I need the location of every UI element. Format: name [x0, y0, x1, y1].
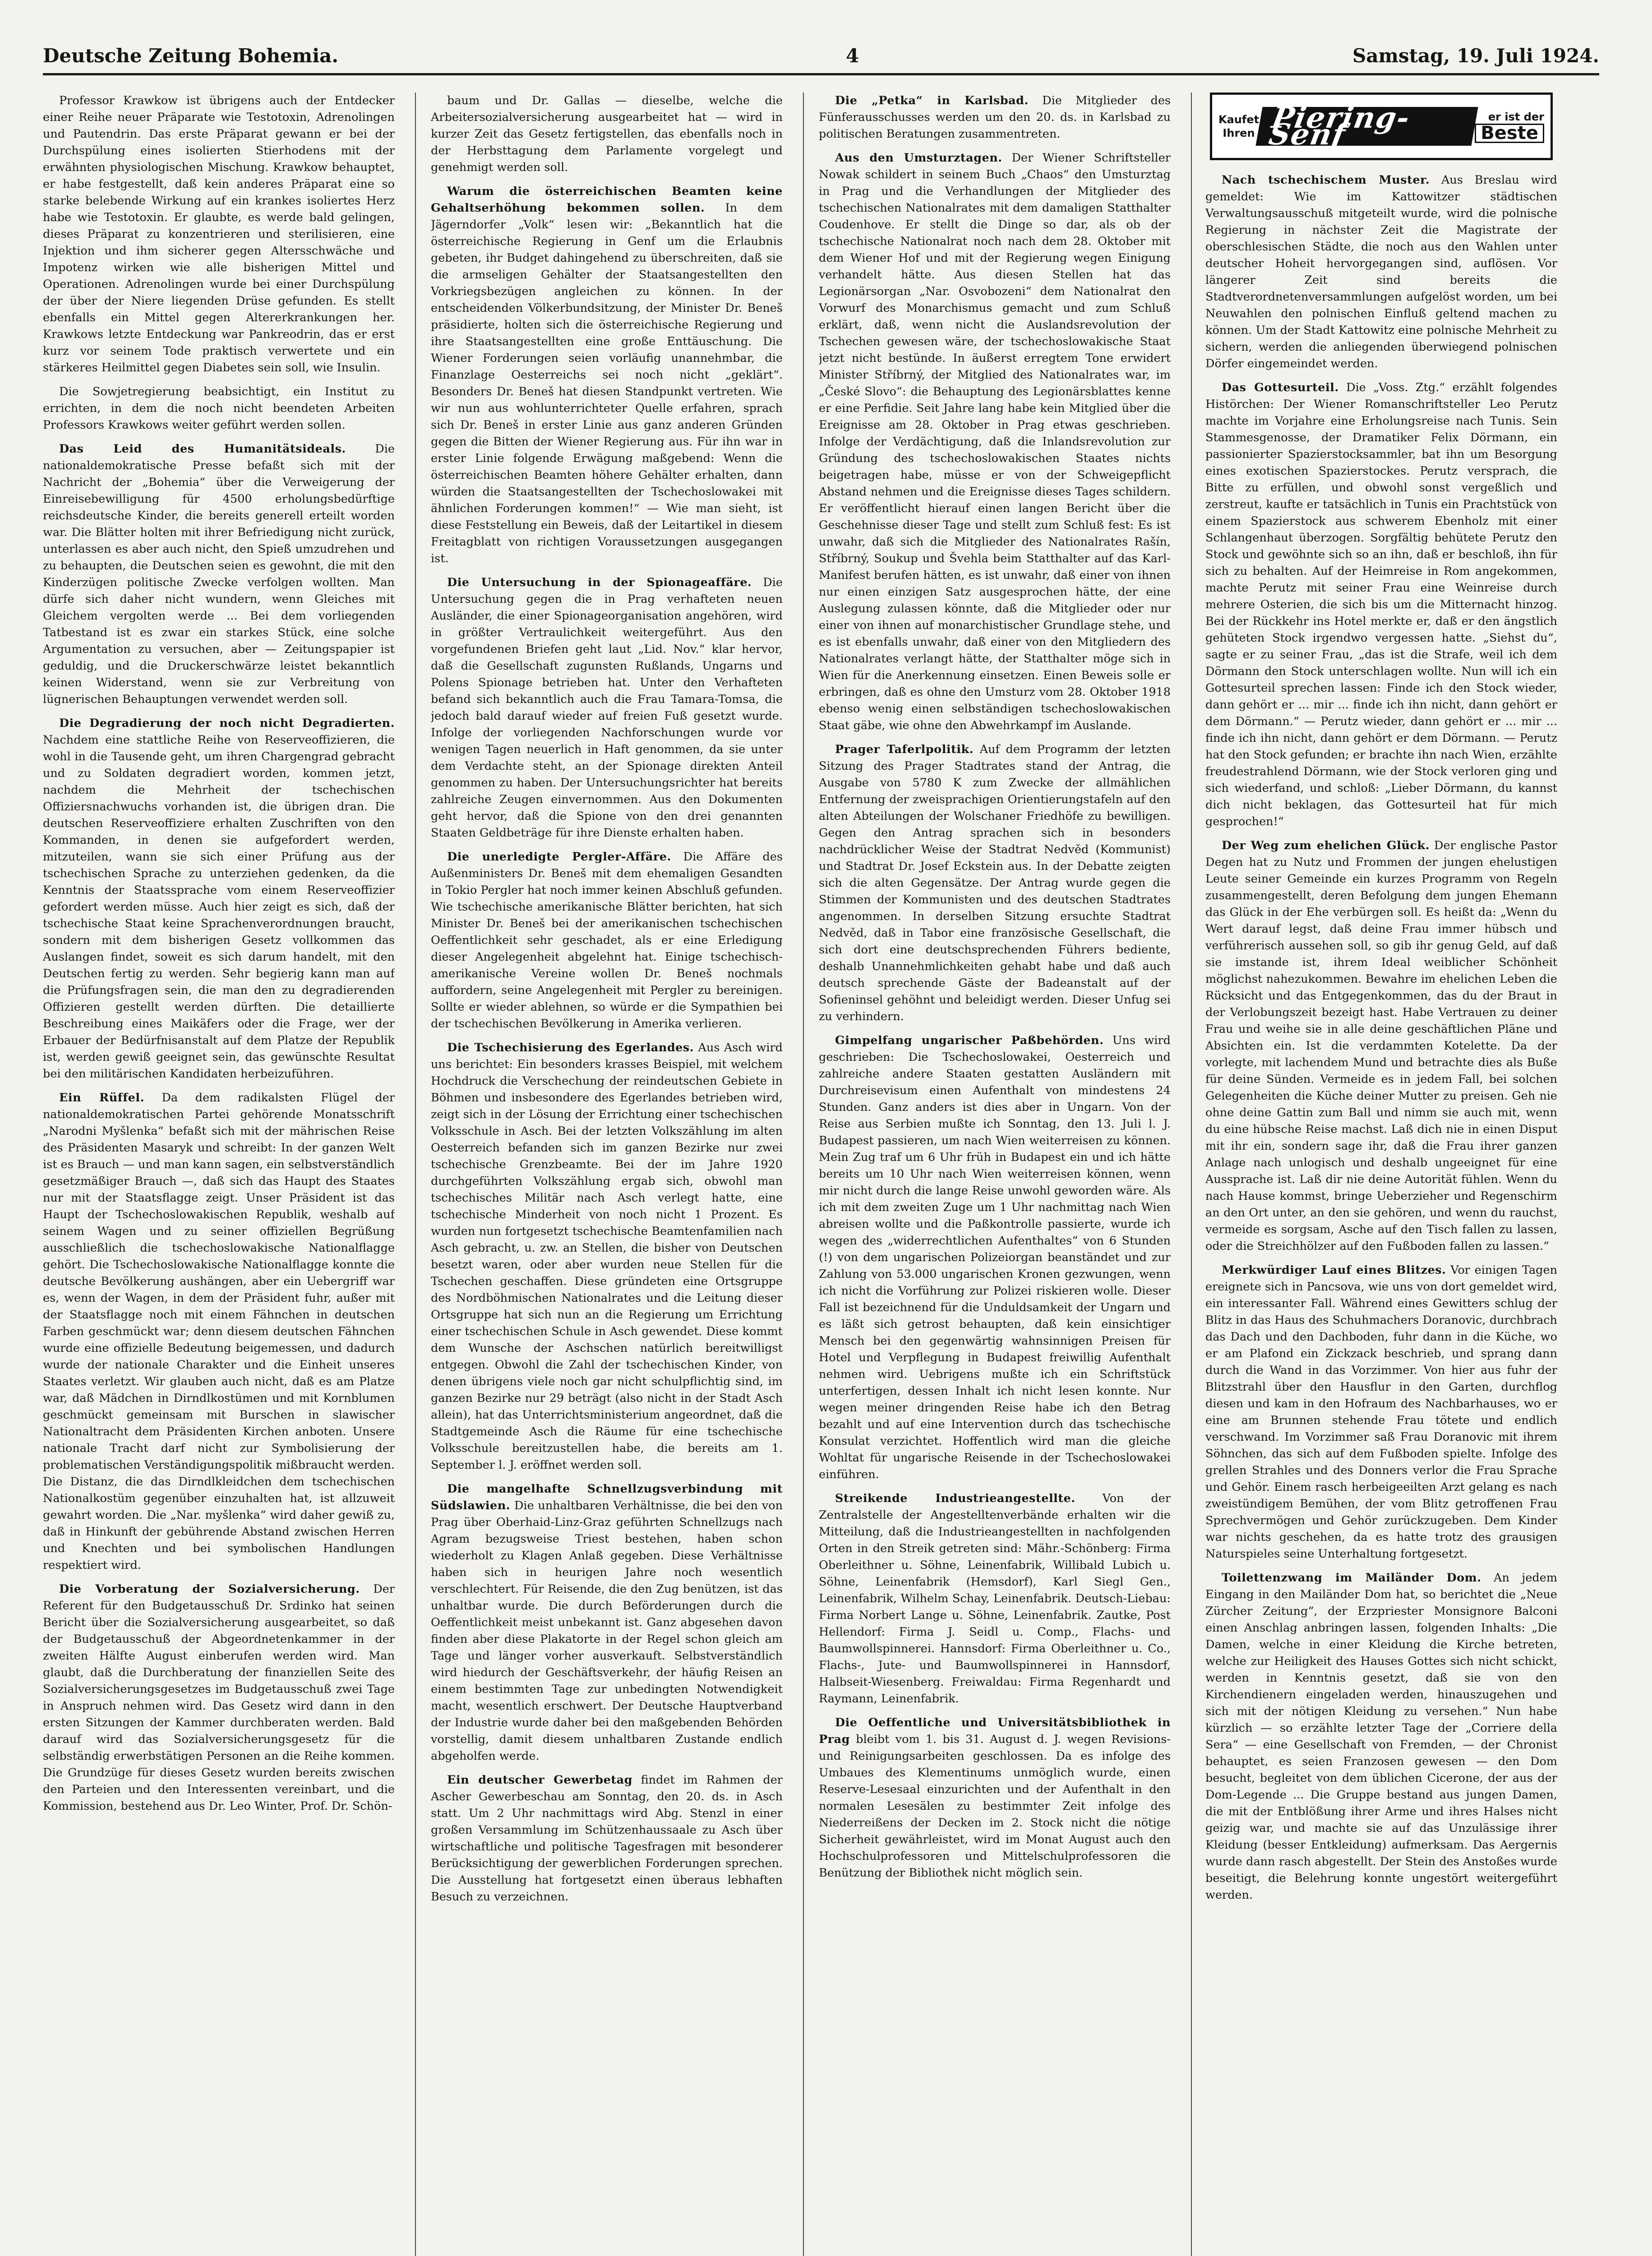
article-text: Die „Voss. Ztg.“ erzählt folgendes Histörchen: Der Wiener Romanschriftsteller Leo Perutz machte im Vorjahre eine Erholungsreise nach Tunis. Sein Stammesgenosse, der Dramatiker Felix Dörmann, ein passionierter Spazierstocksammler, bat ihn um Besorgung eines exotischen Spazierstockes. Perutz versprach, die Bitte zu erfüllen, und obwohl sonst vergeßlich und zerstreut, kaufte er tatsächlich in Tunis ein Prachtstück von einem Spazierstock aus schwerem Ebenholz mit einer Schlangenhaut überzogen. Sorgfältig behütete Perutz den Stock und gewöhnte sich so an ihn, daß er beschloß, ihn für sich zu behalten. Auf der Heimreise in Rom angekommen, machte Perutz mit seiner Frau eine Weinreise durch mehrere Osterien, die sich bis um die Mitternacht hinzog. Bei der Rückkehr ins Hotel merkte er, daß er den ängstlich gehüteten Stock irgendwo vergessen hatte. „Siehst du“, sagte er zu seiner Frau, „das ist die Strafe, weil ich dem Dörmann den Stock unterschlagen wollte. Nun will ich ein Gottesurteil sprechen lassen: Finde ich den Stock wieder, dann gehört er ... mir ... finde ich ihn nicht, dann gehört er dem Dörmann.“ — Perutz wieder, dann gehört er ... mir ... finde ich ihn nicht, dann gehört er dem Dörmann. — Perutz hat den Stock gefunden; er brachte ihn nach Wien, erzählte freudestrahlend Dörmann, wie der Stock verloren ging und sich wiederfand, und schloß: „Lieber Dörmann, du kannst dich nicht beklagen, das Gottesurteil hat für mich gesprochen!“	[1205, 381, 1557, 828]
article-text: Auf dem Programm der letzten Sitzung des Prager Stadtrates stand der Antrag, die Ausgabe von 5780 K zum Zwecke der allmählichen Entfernung der zweisprachigen Orientierungstafeln auf den alten Abteilungen der Wolschaner Friedhöfe zu bewilligen. Gegen den Antrag sprachen sich in besonders nachdrücklicher Weise der Stadtrat Nedvěd (Kommunist) und Stadtrat Dr. Josef Eckstein aus. In der Debatte zeigten sich die alten Gegensätze. Der Antrag wurde gegen die Stimmen der Kommunisten und des deutschen Stadtrates angenommen. In derselben Sitzung ersuchte Stadtrat Nedvěd, daß in Tabor eine französische Gesellschaft, die sich dort eine deutschsprechenden Führers bediente, deshalb Unannehmlichkeiten gehabt habe und daß auch deutsch sprechende Gäste der Badeanstalt auf der Sofieninsel gehöhnt und beleidigt werden. Dieser Unfug sei zu verhindern.	[819, 743, 1171, 1023]
article	[431, 574, 783, 841]
article-body	[819, 1715, 1171, 1882]
article	[1205, 172, 1557, 372]
column-divider	[415, 92, 416, 2256]
article-body	[1205, 172, 1557, 372]
article-heading: Streikende Industrieangestellte.	[835, 1492, 1075, 1505]
article-text: Die Sowjetregierung beabsichtigt, ein Institut zu errichten, in dem die noch nicht beendeten Arbeiten Professors Krawkows weiter geführt werden sollen.	[43, 385, 395, 432]
article-text: Aus Breslau wird gemeldet: Wie im Kattowitzer städtischen Verwaltungsausschuß mitgeteilt wurde, wird die polnische Regierung in nächster Zeit die Magistrate der oberschlesischen Städte, die noch aus den Wahlen unter deutscher Hoheit hervorgegangen sind, auflösen. Vor längerer Zeit sind bereits die Stadtverordnetenversammlungen aufgelöst worden, um bei Neuwahlen den polnischen Einfluß geltend machen zu können. Um der Stadt Kattowitz eine polnische Mehrheit zu sichern, werden die anliegenden überwiegend polnischen Dörfer eingemeindet werden.	[1205, 173, 1557, 370]
header-rule	[43, 73, 1599, 75]
ad-kaufet: Kaufet	[1218, 113, 1260, 126]
article-text: Die unhaltbaren Verhältnisse, die bei den von Prag über Oberhaid-Linz-Graz geführten Schnellzugs nach Agram bezugsweise Triest bestehen, haben schon wiederholt zu Klagen Anlaß gegeben. Diese Verhältnisse haben sich in heurigen Jahre noch wesentlich verschlechtert. Für Reisende, die den Zug benützen, ist das unhaltbar wurde. Die durch Beförderungen durch die Oeffentlichkeit meist unbekannt ist. Ganz abgesehen davon finden aber diese Plakatorte in der Regel schon gleich am Tage und länger vorher ausverkauft. Selbstverständlich wird hiedurch der Geschäftsverkehr, der häufig Reisen an einem bestimmten Tage zur unbedingten Notwendigkeit macht, wesentlich erschwert. Der Deutsche Hauptverband der Industrie wurde daher bei den maßgebenden Behörden vorstellig, damit diesem unhaltbaren Zustande endlich abgeholfen werde.	[431, 1499, 783, 1763]
issue-date: Samstag, 19. Juli 1924.	[1352, 45, 1599, 67]
article-body	[431, 1481, 783, 1765]
article-text: In dem Jägerndorfer „Volk“ lesen wir: „Bekanntlich hat die österreichische Regierung in Genf um die Erlaubnis gebeten, ihr Budget dahingehend zu überschreiten, daß sie die armseligen Gehälter der Staatsangestellten den Vorkriegsbezügen angleichen zu können. In der entscheidenden Völkerbundsitzung, der Minister Dr. Beneš präsidierte, holten sich die österreichische Regierung und ihre Staatsangestellten eine große Enttäuschung. Die Wiener Forderungen seien vorläufig unannehmbar, die Finanzlage Oesterreichs sei noch nicht „geklärt“. Besonders Dr. Beneš hat diesen Standpunkt vertreten. Wie wir nun aus wohlunterrichteter Quelle erfahren, sprach sich Dr. Beneš in erster Linie aus ganz anderen Gründen gegen die Bitten der Wiener Regierung aus. Für ihn war in erster Linie folgende Erwägung maßgebend: Wenn die österreichischen Beamten höhere Gehälter erhalten, dann würden die Staatsangestellten der Tschechoslowakei mit ähnlichen Forderungen kommen!“ — Wie man sieht, ist diese Feststellung ein Beweis, daß der Leitartikel in diesem Freitagblatt von richtigen Voraussetzungen ausgegangen ist.	[431, 201, 783, 565]
article-body	[819, 92, 1171, 143]
article-text: bleibt vom 1. bis 31. August d. J. wegen Revisions- und Reinigungsarbeiten geschlossen. Da es infolge des Umbaues des Klementinums unmöglich wurde, einen Reserve-Lesesaal einzurichten und der Aufenthalt in den normalen Lesesälen zu bestimmter Zeit infolge des Niederreißens der Decken im 2. Stock nicht die nötige Sicherheit gewährleistet, wird im Monat August auch den Hochschulprofessoren und Mittelschulprofessoren die Benützung der Bibliothek nicht möglich sein.	[819, 1733, 1171, 1880]
article	[431, 1040, 783, 1474]
article-text: Die Mitglieder des Fünferausschusses werden um den 20. ds. in Karlsbad zu politischen Beratungen zusammentreten.	[819, 94, 1171, 141]
article	[43, 1581, 395, 1815]
masthead	[43, 35, 1599, 67]
article-text: Der englische Pastor Degen hat zu Nutz und Frommen der jungen ehelustigen Leute seiner Gemeinde ein kurzes Programm von Regeln zusammengestellt, deren Befolgung dem jungen Ehemann das Glück in der Ehe verbürgen soll. Es heißt da: „Wenn du Wert darauf legst, daß deine Frau immer hübsch und verführerisch aussehen soll, so gib ihr genug Geld, auf daß sie imstande ist, ihrem Ideal weiblicher Schönheit möglichst nahezukommen. Bewahre im ehelichen Leben die Rücksicht und das Entgegenkommen, das du der Braut in der Verlobungszeit bezeigt hast. Habe Vertrauen zu deiner Frau und weihe sie in alle deine geschäftlichen Pläne und Absichten ein. Ist die verdammten Kotelette. Da der vorlegte, mit lachendem Mund und betrachte dies als Buße für deine Sünden. Vermeide es in jedem Fall, bei solchen Gelegenheiten die Küche deiner Mutter zu preisen. Geh nie ohne deine Gattin zum Ball und nimm sie auch mit, wenn du eine hübsche Reise machst. Laß dich nie in einen Disput mit ihr ein, sondern sage ihr, daß die Frau ihrer ganzen Anlage nach unlogisch und deshalb ungeeignet für eine Aussprache ist. Laß dir nie deine Autorität fühlen. Wenn du nach Hause kommst, bringe Ueberzieher und Regenschirm an den Ort unter, an den sie gehören, und wenn du rauchst, vermeide es sorgsam, Asche auf den Tisch fallen zu lassen, oder die Streichhölzer auf den Fußboden fallen zu lassen.“	[1205, 839, 1557, 1253]
article-body	[819, 1490, 1171, 1707]
article	[819, 1490, 1171, 1707]
column-4	[1205, 92, 1557, 2256]
article-heading: Nach tschechischem Muster.	[1222, 173, 1430, 187]
article	[819, 1715, 1171, 1882]
article-body	[431, 1040, 783, 1474]
article-body	[43, 1090, 395, 1574]
article-heading: Die „Petka“ in Karlsbad.	[835, 94, 1029, 107]
article-body	[431, 183, 783, 567]
article	[1205, 379, 1557, 830]
article-body	[431, 92, 783, 176]
article	[431, 183, 783, 567]
article-heading: Die Vorberatung der Sozialversicherung.	[59, 1582, 360, 1596]
article-body	[431, 849, 783, 1032]
article-text: Die Affäre des Außenministers Dr. Beneš mit dem ehemaligen Gesandten in Tokio Pergler hat noch immer keinen Abschluß gefunden. Wie tschechische amerikanische Blätter berichten, hat sich Minister Dr. Beneš bei der amerikanischen tschechischen Oeffentlichkeit sehr geschadet, als er eine Erledigung dieser Angelegenheit abgelehnt hat. Einige tschechisch-amerikanische Vereine wollen Dr. Beneš nochmals auffordern, seine Angelegenheit mit Pergler zu bereinigen. Sollte er wieder ablehnen, so würde er die Sympathien bei der tschechischen Bevölkerung in Amerika verlieren.	[431, 850, 783, 1031]
article	[43, 384, 395, 434]
article-heading: Das Leid des Humanitätsideals.	[59, 442, 346, 456]
article-text: Vor einigen Tagen ereignete sich in Pancsova, wie uns von dort gemeldet wird, ein interessanter Fall. Während eines Gewitters schlug der Blitz in das Haus des Schuhmachers Doranovic, durchbrach das Dach und den Dachboden, fuhr dann in die Küche, wo er am Plafond ein Zickzack beschrieb, und sprang dann durch die Wand in das Vorzimmer. Von hier aus fuhr der Blitzstrahl über den Hausflur in den Garten, durchflog diesen und kam in den Hofraum des Nachbarhauses, wo er eine am Brunnen stehende Frau tötete und endlich verschwand. Im Vorzimmer saß Frau Doranovic mit ihrem Söhnchen, das sich auf dem Fußboden spielte. Infolge des grellen Strahles und des Donners verlor die Frau Sprache und Gehör. Einem rasch herbeigeeilten Arzt gelang es nach zweistündigem Bemühen, der vom Blitz getroffenen Frau Sprechvermögen und Gehör zurückzugeben. Dem Kinder war nichts geschehen, da es hatte trotz des grausigen Naturspieles seine Unterhaltung fortgesetzt.	[1205, 1263, 1557, 1561]
ad-ihren: Ihren	[1223, 127, 1255, 139]
article-body	[819, 741, 1171, 1025]
article-text: Da dem radikalsten Flügel der nationaldemokratischen Partei gehörende Monatsschrift „Narodni Myšlenka“ befaßt sich mit der mährischen Reise des Präsidenten Masaryk und schreibt: In der ganzen Welt ist es Brauch — und man kann sagen, ein selbstverständlich gesetzmäßiger Brauch —, daß sich das Haupt des Staates nur mit der Staatsflagge zeigt. Unser Präsident ist das Haupt der Tschechoslowakischen Republik, weshalb auf seinem Wagen und zu seiner offiziellen Begrüßung ausschließlich die tschechoslowakische Nationalflagge gehört. Die Tschechoslowakische Nationalflagge konnte die deutsche Bevölkerung aushängen, aber ein Uebergriff war es, wenn der Wagen, in dem der Präsident fuhr, außer mit der Staatsflagge noch mit einem Fähnchen in deutschen Farben geschmückt war; denn diesem deutschen Fähnchen wurde eine offizielle Bedeutung beigemessen, und dadurch wurde der nationale Charakter und die Einheit unseres Staates verletzt. Wir glauben auch nicht, daß es am Platze war, daß Mädchen in Dirndlkostümen und mit Kornblumen geschmückt gemeinsam mit Burschen in slawischer Nationaltracht dem Präsidenten Kirchen anboten. Unsere nationale Tracht darf nicht zur Symbolisierung der problematischen Verständigungspolitik mißbraucht werden. Die Distanz, die das Dirndlkleidchen dem tschechischen Nationalkostüm gegenüber einzuhalten hat, ist allzuweit gewahrt worden. Die „Nar. myšlenka“ wird daher gewiß zu, daß in Hinkunft der gebührende Abstand zwischen Herren und Knechten und bei symbolischen Handlungen respektiert wird.	[43, 1091, 395, 1572]
publication-name: Deutsche Zeitung Bohemia.	[43, 45, 338, 67]
article-body	[1205, 379, 1557, 830]
article	[431, 1481, 783, 1765]
article-body	[1205, 1262, 1557, 1563]
page-number: 4	[846, 45, 859, 67]
article-body	[43, 384, 395, 434]
article-text: Der Referent für den Budgetausschuß Dr. Srdinko hat seinen Bericht über die Sozialversicherung ausgearbeitet, so daß der Budgetausschuß der Abgeordnetenkammer in der zweiten Hälfte August einberufen werden wird. Man glaubt, daß die Durchberatung der finanziellen Seite des Sozialversicherungsgesetzes im Budgetausschuß zwei Tage in Anspruch nehmen wird. Das Gesetz wird dann in den ersten Sitzungen der Kammer durchberaten werden. Bald darauf wird das Sozialversicherungsgesetz für die selbständig erwerbstätigen Personen an die Reihe kommen. Die Grundzüge für dieses Gesetz wurden bereits zwischen den Parteien und den Interessenten vereinbart, und die Kommission, bestehend aus Dr. Leo Winter, Prof. Dr. Schön-	[43, 1582, 395, 1813]
article-text: findet im Rahmen der Ascher Gewerbeschau am Sonntag, den 20. ds. in Asch statt. Um 2 Uhr nachmittags wird Abg. Stenzl in einer großen Versammlung im Schützenhaussaale zu Asch über wirtschaftliche und politische Tagesfragen mit besonderer Berücksichtigung der gewerblichen Forderungen sprechen. Die Ausstellung hat fortgesetzt einen überaus lebhaften Besuch zu verzeichnen.	[431, 1773, 783, 1904]
article	[43, 715, 395, 1082]
article-text: Nachdem eine stattliche Reihe von Reserveoffizieren, die wohl in die Tausende geht, um ihren Chargengrad gebracht und zu Soldaten degradiert worden, kommen jetzt, nachdem die Mehrheit der tschechischen Offiziersnachwuchs vorhanden ist, die übrigen dran. Die deutschen Reserveoffiziere erhalten Zuschriften von den Kommanden, in denen sie aufgefordert werden, mitzuteilen, wann sie sich einer Prüfung aus der tschechischen Sprache zu unterziehen gedenken, da die Kenntnis der Staatssprache vom einem Reserveoffizier gefordert werden müsse. Auch hier zeigt es sich, daß der tschechische Staat keine Sprachenverordnungen braucht, sondern mit dem bisherigen Gesetz vollkommen das Auslangen findet, soweit es sich darum handelt, mit den Deutschen fertig zu werden. Sehr begierig kann man auf die Prüfungsfragen sein, die man den zu degradierenden Offizieren gestellt werden dürften. Die detaillierte Beschreibung eines Maikäfers oder die Frage, wer der Erbauer der Bedürfnisanstalt auf dem Platze der Republik ist, werden gewiß geeignet sein, das gewünschte Resultat bei den militärischen Kandidaten herbeizuführen.	[43, 733, 395, 1081]
article	[431, 849, 783, 1032]
article-heading: Aus den Umsturztagen.	[835, 151, 1002, 165]
article-heading: Toilettenzwang im Mailänder Dom.	[1222, 1571, 1481, 1585]
column-1	[43, 92, 395, 2256]
article-text: Der Wiener Schriftsteller Nowak schildert in seinem Buch „Chaos“ den Umsturztag in Prag und die Verhandlungen der Mitglieder des tschechischen Nationalrates mit dem damaligen Statthalter Coudenhove. Er stellt die Dinge so dar, als ob der tschechische Nationalrat noch nach dem 28. Oktober mit dem Wiener Hof und mit der Regierung wegen Einigung verhandelt hätte. Aus diesen Stellen hat das Legionärsorgan „Nar. Osvobozeni“ dem Nationalrat den Vorwurf des Monarchismus gemacht und zum Schluß erklärt, daß, wenn nicht die Auslandsrevolution der Tschechen gewesen wäre, der tschechoslowakische Staat jetzt nicht bestünde. In äußerst erregtem Tone erwidert Minister Stříbrný, der Mitglied des Nationalrates war, im „České Slovo“: die Behauptung des Legionärsblattes kenne er eine Perfidie. Seit Jahre lang habe kein Mitglied über die Ereignisse am 28. Oktober in Prag etwas geschrieben. Infolge der Verdächtigung, daß die Inlandsrevolution zur Gründung des tschechoslowakischen Staates nichts beigetragen habe, müsse er von der Schweigepflicht Abstand nehmen und die Ereignisse dieses Tages schildern. Er veröffentlicht hierauf einen langen Bericht über die Geschehnisse dieser Tage und stellt zum Schluß fest: Es ist unwahr, daß sich die Mitglieder des Nationalrates Rašín, Stříbrný, Soukup und Švehla beim Statthalter auf das Karl-Manifest berufen hätten, es ist unwahr, daß einer von ihnen nur einen einzigen Satz ausgesprochen hätte, der eine Auslegung zulassen könnte, daß die Mitglieder oder nur einer von ihnen auf monarchistischer Grundlage stehe, und es ist ebenfalls unwahr, daß einer von den Mitgliedern des Nationalrates verlangt hätte, der Statthalter möge sich in Wien für die Anerkennung einsetzen. Einen Beweis solle er erbringen, daß es ohne den Umsturz vom 28. Oktober 1918 ebenso wenig einen selbständigen tschechoslowakischen Staat gäbe, wie ohne den Abwehrkampf im Auslande.	[819, 151, 1171, 732]
article-body	[43, 92, 395, 376]
article	[819, 1032, 1171, 1483]
article	[819, 741, 1171, 1025]
advertisement-box	[1210, 92, 1553, 160]
article-body	[1205, 1570, 1557, 1904]
article-heading: Merkwürdiger Lauf eines Blitzes.	[1222, 1263, 1446, 1277]
article-body	[1205, 837, 1557, 1255]
article-text: Aus Asch wird uns berichtet: Ein besonders krasses Beispiel, mit welchem Hochdruck die Verschechung der reindeutschen Gebiete in Böhmen und insbesondere des Egerlandes betrieben wird, zeigt sich in der Lösung der Errichtung einer tschechischen Volksschule in Asch. Bei der letzten Volkszählung im alten Oesterreich befanden sich im ganzen Bezirke nur zwei tschechische Grenzbeamte. Bei der im Jahre 1920 durchgeführten Volkszählung ergab sich, obwohl man tschechisches Militär nach Asch verlegt hatte, eine tschechische Minderheit von noch nicht 1 Prozent. Es wurden nun fortgesetzt tschechische Beamtenfamilien nach Asch gebracht, u. zw. an Stellen, die bisher von Deutschen besetzt waren, oder aber wurden neue Stellen für die Tschechen geschaffen. Diese gründeten eine Ortsgruppe des Nordböhmischen Nationalrates und die Leitung dieser Ortsgruppe hat sich nun an die Regierung um Errichtung einer tschechischen Schule in Asch gewendet. Diese kommt dem Wunsche der Aschschen natürlich bereitwilligst entgegen. Obwohl die Zahl der tschechischen Kinder, von denen übrigens viele noch gar nicht schulpflichtig sind, im ganzen Bezirke nur 29 beträgt (also nicht in der Stadt Asch allein), hat das Unterrichtsministerium angeordnet, daß die Stadtgemeinde Asch die Räume für eine tschechische Volksschule bereitzustellen habe, die bereits am 1. September l. J. eröffnet werden soll.	[431, 1041, 783, 1472]
article-heading: Die unerledigte Pergler-Affäre.	[447, 850, 671, 864]
article	[1205, 1262, 1557, 1563]
article	[43, 92, 395, 376]
article	[819, 150, 1171, 734]
article-heading: Gimpelfang ungarischer Paßbehörden.	[835, 1034, 1104, 1047]
article	[43, 441, 395, 708]
article-text: Uns wird geschrieben: Die Tschechoslowakei, Oesterreich und zahlreiche andere Staaten gestatten Ausländern mit Durchreisevisum einen Aufenthalt von mindestens 24 Stunden. Ganz anders ist dies aber in Ungarn. Von der Reise aus Serbien mußte ich Sonntag, den 13. Juli l. J. Budapest passieren, um nach Wien weiterreisen zu können. Mein Zug traf um 6 Uhr früh in Budapest ein und ich hätte bereits um 10 Uhr nach Wien weiterreisen können, wenn mir nicht durch die lange Reise unwohl geworden wäre. Als ich mit dem zweiten Zuge um 1 Uhr nachmittag nach Wien abreisen wollte und die Paßkontrolle passierte, wurde ich wegen des „widerrechtlichen Aufenthaltes“ von 6 Stunden (!) von dem ungarischen Polizeiorgan beanständet und zur Zahlung von 53.000 ungarischen Kronen gezwungen, wenn ich nicht die Vorführung zur Polizei riskieren wolle. Dieser Fall ist bezeichnend für die Unduldsamkeit der Ungarn und es läßt sich getrost behaupten, daß kein einsichtiger Mensch bei den gegenwärtig wahnsinnigen Preisen für Hotel und Verpflegung in Budapest freiwillig Aufenthalt nehmen wird. Uebrigens mußte ich ein Schriftstück unterfertigen, dessen Inhalt ich nicht lesen konnte. Nur wegen meiner dringenden Reise habe ich den Betrag bezahlt und auf eine Intervention durch das tschechische Konsulat verzichtet. Hoffentlich wird man die gleiche Wohltat für ungarische Reisende in der Tschechoslowakei einführen.	[819, 1034, 1171, 1481]
column-divider	[803, 92, 804, 2256]
article-heading: Die Oeffentliche und Universitätsbibliothek in Prag	[819, 1716, 1171, 1746]
ad-brand: Piering-Senf	[1255, 107, 1478, 146]
article-heading: Ein deutscher Gewerbetag	[447, 1773, 632, 1787]
article-heading: Ein Rüffel.	[59, 1091, 144, 1105]
column-2	[431, 92, 783, 2256]
article-body	[43, 715, 395, 1082]
article-text: baum und Dr. Gallas — dieselbe, welche die Arbeitersozialversicherung ausgearbeitet hat — wird in kurzer Zeit das Gesetz fertigstellen, das ebenfalls noch in der Herbsttagung dem Parlamente vorgelegt und genehmigt werden soll.	[431, 94, 783, 174]
column-3	[819, 92, 1171, 2256]
ad-er-ist-der: er ist der	[1488, 110, 1544, 123]
article	[819, 92, 1171, 143]
column-divider	[1191, 92, 1192, 2256]
article-heading: Die Degradierung der noch nicht Degradierten.	[59, 717, 395, 730]
article-body	[43, 1581, 395, 1815]
article-text: Die Untersuchung gegen die in Prag verhafteten neuen Ausländer, die einer Spionageorganisation angehören, wird in größter Vertraulichkeit weitergeführt. Aus den vorgefundenen Briefen geht laut „Lid. Nov.“ klar hervor, daß die Gesellschaft zugunsten Rußlands, Ungarns und Polens Spionage betrieben hat. Unter den Verhafteten befand sich bekanntlich auch die Frau Tamara-Tomsa, die jedoch bald darauf wieder auf freien Fuß gesetzt wurde. Infolge der vorliegenden Nachforschungen wurde vor wenigen Tagen neuerlich in Haft genommen, da sie unter dem Verdachte steht, an der Spionage direkten Anteil genommen zu haben. Der Untersuchungsrichter hat bereits zahlreiche Zeugen einvernommen. Aus den Dokumenten geht hervor, daß die Spione von den drei genannten Staaten Geldbeträge für ihre Dienste erhalten haben.	[431, 576, 783, 840]
article-heading: Das Gottesurteil.	[1222, 381, 1339, 394]
article-heading: Die Untersuchung in der Spionageaffäre.	[447, 576, 752, 589]
article-heading: Warum die österreichischen Beamten keine Gehaltserhöhung bekommen sollen.	[431, 185, 783, 215]
article-body	[819, 1032, 1171, 1483]
article	[1205, 1570, 1557, 1904]
article	[43, 1090, 395, 1574]
article-heading: Prager Taferlpolitik.	[835, 743, 974, 756]
article	[431, 92, 783, 176]
ad-beste: Beste	[1475, 124, 1544, 143]
article-body	[431, 574, 783, 841]
article	[1205, 837, 1557, 1255]
article-text: Von der Zentralstelle der Angestelltenverbände erhalten wir die Mitteilung, daß die Industrieangestellten in nachfolgenden Orten in den Streik getreten sind: Mähr.-Schönberg: Firma Oberleithner u. Söhne, Leinenfabrik, Willibald Lubich u. Söhne, Leinenfabrik (Hemsdorf), Karl Siegl Gen., Leinenfabrik, Wilhelm Schay, Leinenfabrik. Deutsch-Liebau: Firma Norbert Lange u. Söhne, Leinenfabrik. Zautke, Post Hellendorf: Firma J. Seidl u. Comp., Flachs- und Baumwollspinnerei. Hannsdorf: Firma Oberleithner u. Co., Flachs-, Jute- und Baumwollspinnerei in Hannsdorf, Halbseit-Wiesenberg. Freiwaldau: Firma Regenhardt und Raymann, Leinenfabrik.	[819, 1492, 1171, 1706]
article-heading: Die mangelhafte Schnellzugsverbindung mit Südslawien.	[431, 1482, 783, 1512]
article	[431, 1772, 783, 1905]
article-text: Die nationaldemokratische Presse befaßt sich mit der Nachricht der „Bohemia“ über die Verweigerung der Einreisebewilligung für 4500 erholungsbedürftige reichsdeutsche Kinder, die bereits generell erteilt worden war. Die Blätter holten mit ihrer Befriedigung nicht zurück, unterlassen es aber auch nicht, den Spieß umzudrehen und zu behaupten, die Deutschen seien es gewohnt, die mit den Kinderzügen politische Zwecke verfolgen wollten. Man dürfe sich daher nicht wundern, wenn Gleiches mit Gleichem vergolten werde ... Bei dem vorliegenden Tatbestand ist es zwar ein starkes Stück, eine solche Argumentation zu versuchen, aber — Zeitungspapier ist geduldig, und die Druckerschwärze leistet bekanntlich keinen Widerstand, wenn sie zur Verbreitung von lügnerischen Behauptungen verwendet werden soll.	[43, 442, 395, 706]
article-heading: Der Weg zum ehelichen Glück.	[1222, 839, 1430, 852]
article-body	[431, 1772, 783, 1905]
article-heading: Die Tschechisierung des Egerlandes.	[447, 1041, 694, 1054]
article-body	[819, 150, 1171, 734]
article-text: Professor Krawkow ist übrigens auch der Entdecker einer Reihe neuer Präparate wie Testotoxin, Adrenolingen und Pautendrin. Das erste Präparat gewann er bei der Durchspülung eines isolierten Stierhodens mit der erwähnten physiologischen Mischung. Krawkow behauptet, er habe festgestellt, daß kein anderes Präparat eine so starke belebende Wirkung auf ein krankes isoliertes Herz habe wie Testotoxin. Er glaubte, es werde bald gelingen, dieses Präparat zu konzentrieren und sterilisieren, eine Injektion und ihm sicherer gegen Altersschwäche und Impotenz wirken wie alle bisherigen Mittel und Operationen. Adrenolingen wurde bei einer Durchspülung der über der Niere liegenden Drüse gefunden. Es stellt ebenfalls ein Mittel gegen Altererkrankungen her. Krawkows letzte Entdeckung war Pankreodrin, das er erst kurz vor seinem Tode praktisch verwertete und ein stärkeres Heilmittel gegen Diabetes sein soll, wie Insulin.	[43, 94, 395, 374]
article-body	[43, 441, 395, 708]
article-text: An jedem Eingang in den Mailänder Dom hat, so berichtet die „Neue Zürcher Zeitung“, der Erzpriester Monsignore Balconi einen Anschlag anbringen lassen, folgenden Inhalts: „Die Damen, welche in einer Kleidung die Kirche betreten, welche zur Heiligkeit des Hauses Gottes sich nicht schickt, werden in Kenntnis gesetzt, daß sie von den Kirchendienern eingeladen werden, hinauszugehen und sich mit der nötigen Kleidung zu versehen.“ Nun habe kürzlich — so erzählte letzter Tage der „Corriere della Sera“ — eine Gesellschaft von Fremden, — der Chronist behauptet, es seien Franzosen gewesen — den Dom besucht, begleitet von dem üblichen Cicerone, der aus der Dom-Legende ... Die Gruppe bestand aus jungen Damen, die mit der Entblößung ihrer Arme und ihres Halses nicht geizig war, und machte sie auf das Unzulässige ihrer Kleidung (besser Entkleidung) aufmerksam. Das Aergernis wurde dann rasch abgestellt. Der Stein des Anstoßes wurde beseitigt, die Belehrung konnte ungestört weitergeführt werden.	[1205, 1571, 1557, 1902]
